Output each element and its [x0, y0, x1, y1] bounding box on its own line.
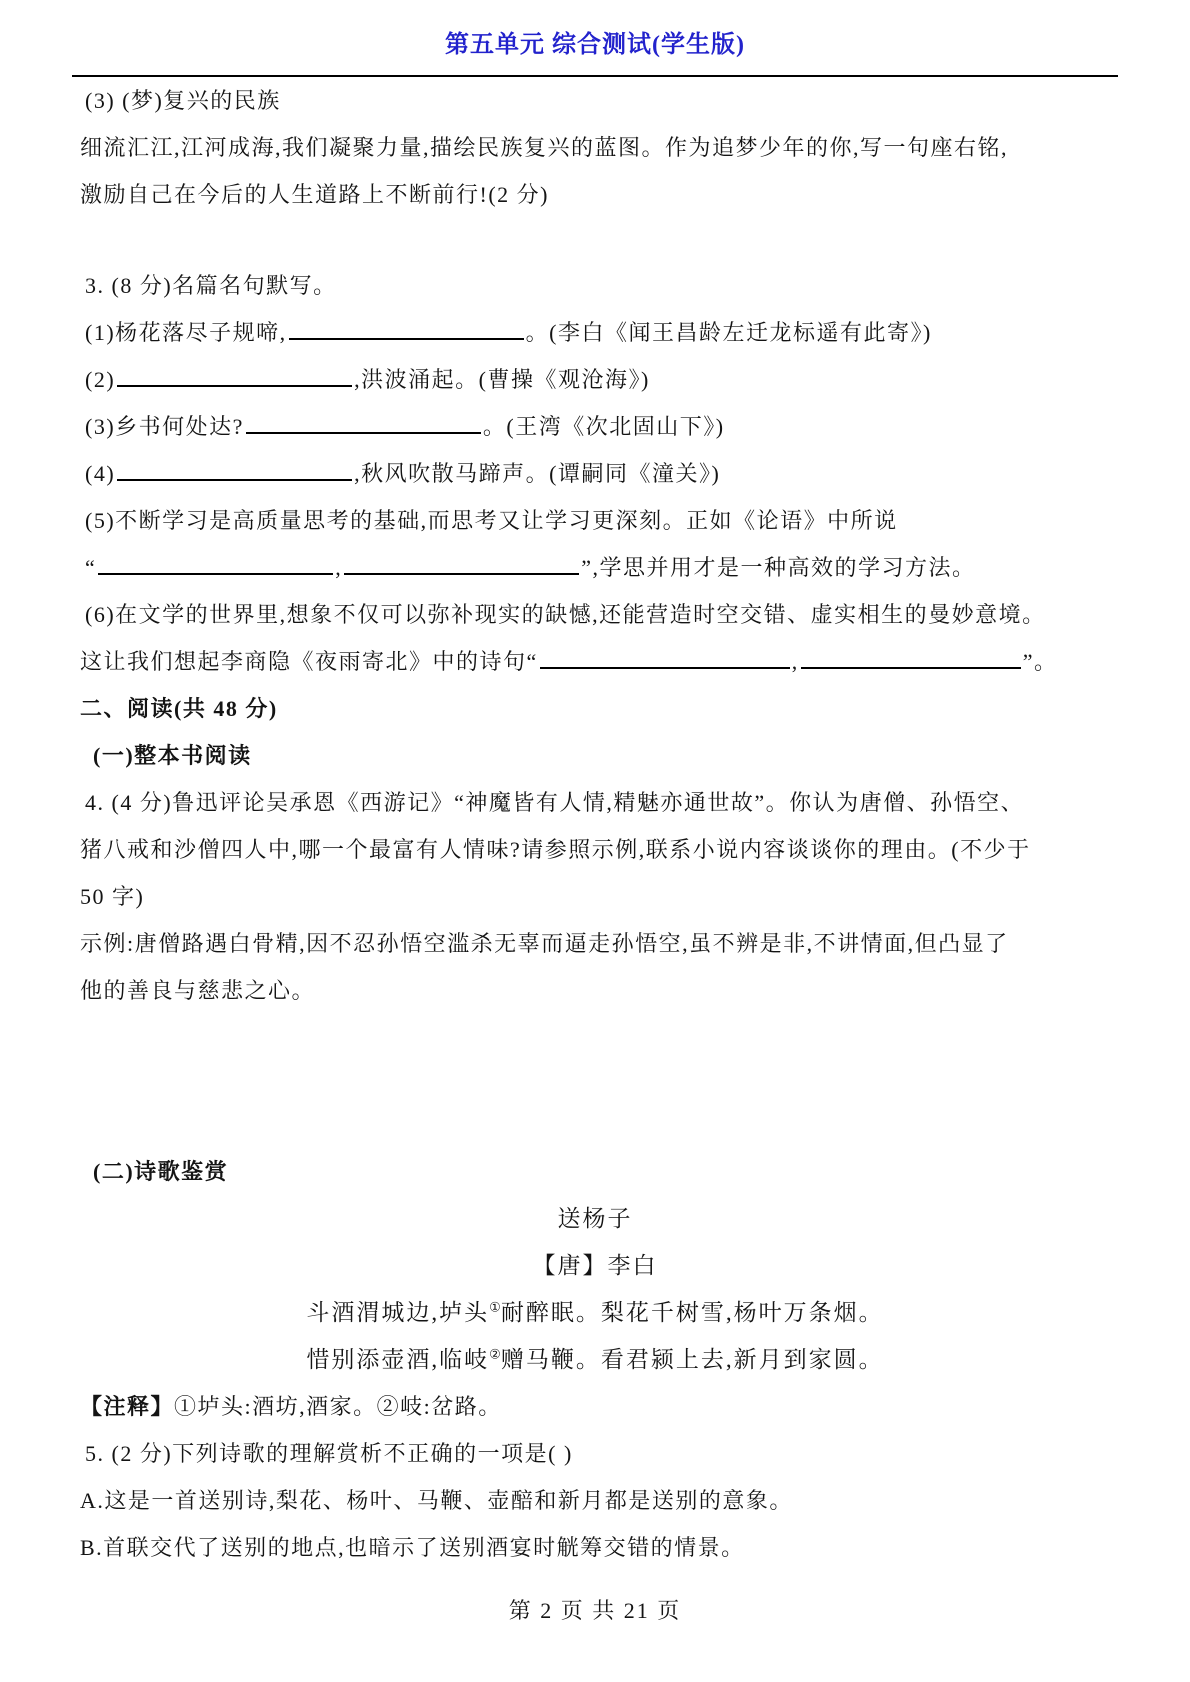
q4-stem-line2: 猪八戒和沙僧四人中,哪一个最富有人情味?请参照示例,联系小说内容谈谈你的理由。(不少于: [80, 837, 1031, 862]
q3-item-6-close: ”。: [1022, 649, 1058, 674]
q3-item-3-answer-blank: [246, 410, 481, 434]
section2-sub2-heading: (二)诗歌鉴赏: [93, 1159, 229, 1184]
q3-item-6-line1: (6)在文学的世界里,想象不仅可以弥补现实的缺憾,还能营造时空交错、虚实相生的曼妙意境。: [85, 602, 1046, 627]
q3-item-2-source: ,洪波涌起。(曹操《观沧海》): [354, 367, 650, 392]
q3-item-2-answer-blank: [117, 363, 352, 387]
q5-option-a: A.这是一首送别诗,梨花、杨叶、马鞭、壶醅和新月都是送别的意象。: [80, 1488, 793, 1513]
q4-stem-line1: 4. (4 分)鲁迅评论吴承恩《西游记》“神魔皆有人情,精魅亦通世故”。你认为唐僧、孙悟空、: [85, 790, 1025, 815]
q5-option-b: B.首联交代了送别的地点,也暗示了送别酒宴时觥筹交错的情景。: [80, 1535, 745, 1560]
poem-author: 【唐】李白: [532, 1253, 658, 1278]
q3-item-2: [80, 356, 1110, 403]
q3-item-5-answer-blank-1: [98, 551, 333, 575]
q3-item-6-answer-blank-1: [540, 645, 790, 669]
q3-item-1-source: 。(李白《闻王昌龄左迁龙标遥有此寄》): [525, 320, 932, 345]
q3-item-4-text: (4): [85, 461, 116, 486]
poem-notes: [80, 1383, 1110, 1430]
poem-line-2-text-a: 惜别添壶酒,临岐: [306, 1347, 490, 1372]
q3-item-4-source: ,秋风吹散马蹄声。(谭嗣同《潼关》): [354, 461, 721, 486]
q3-item-5-answer-blank-2: [344, 551, 579, 575]
q4-stem-line3: 50 字): [80, 884, 145, 909]
q3-item-4-answer-blank: [117, 457, 352, 481]
section2-sub1-heading: (一)整本书阅读: [93, 743, 252, 768]
poem-line-1-text-a: 斗酒渭城边,垆头: [306, 1300, 490, 1325]
q3-item-1-answer-blank: [289, 316, 524, 340]
page-content: [0, 77, 1190, 1571]
q3-item-6-comma: ,: [791, 649, 799, 674]
q3-item-2-text: (2): [85, 367, 116, 392]
q2-item3-label: (3) (梦)复兴的民族: [85, 88, 281, 113]
poem-notes-text: ①垆头:酒坊,酒家。②岐:岔路。: [174, 1394, 502, 1419]
section2-heading: 二、阅读(共 48 分): [80, 696, 278, 721]
poem-notes-label: 【注释】: [80, 1394, 175, 1419]
poem-note-ref-2: ②: [489, 1346, 501, 1362]
poem-line-1-text-b: 耐醉眠。梨花千树雪,杨叶万条烟。: [500, 1300, 884, 1325]
poem-line-2-text-b: 赠马鞭。看君颍上去,新月到家圆。: [500, 1347, 884, 1372]
poem-line-1: [80, 1289, 1110, 1336]
q3-item-1: [80, 309, 1110, 356]
poem-title: 送杨子: [557, 1206, 633, 1231]
q3-item-3-text: (3)乡书何处达?: [85, 414, 244, 439]
q3-item-5-comma: ,: [335, 555, 343, 580]
q3-item-5-line1: (5)不断学习是高质量思考的基础,而思考又让学习更深刻。正如《论语》中所说: [85, 508, 898, 533]
page-title: 第五单元 综合测试(学生版): [445, 32, 745, 58]
q3-item-6-line2: [80, 638, 1110, 685]
poem-note-ref-1: ①: [489, 1299, 501, 1315]
q3-item-6-text: 这让我们想起李商隐《夜雨寄北》中的诗句“: [80, 649, 538, 674]
q3-item-5-line2: [80, 544, 1110, 591]
q3-item-1-text: (1)杨花落尽子规啼,: [85, 320, 287, 345]
page-number: 第 2 页 共 21 页: [508, 1598, 682, 1623]
q4-example-line1: 示例:唐僧路遇白骨精,因不忍孙悟空滥杀无辜而逼走孙悟空,虽不辨是非,不讲情面,但凸显了: [80, 931, 1009, 956]
q3-item-3-source: 。(王湾《次北固山下》): [482, 414, 725, 439]
poem-line-2: [80, 1336, 1110, 1383]
q2-paragraph-2: 激励自己在今后的人生道路上不断前行!(2 分): [80, 182, 549, 207]
q5-stem: 5. (2 分)下列诗歌的理解赏析不正确的一项是( ): [85, 1441, 573, 1466]
q3-stem: 3. (8 分)名篇名句默写。: [85, 273, 337, 298]
q3-item-5-close-text: ”,学思并用才是一种高效的学习方法。: [581, 555, 976, 580]
q3-item-6-answer-blank-2: [801, 645, 1021, 669]
q3-item-4: [80, 450, 1110, 497]
q3-item-5-open-quote: “: [85, 555, 97, 580]
q3-item-3: [80, 403, 1110, 450]
q2-paragraph-1: 细流汇江,江河成海,我们凝聚力量,描绘民族复兴的蓝图。作为追梦少年的你,写一句座右铭,: [80, 135, 1009, 160]
q4-example-line2: 他的善良与慈悲之心。: [80, 978, 316, 1003]
